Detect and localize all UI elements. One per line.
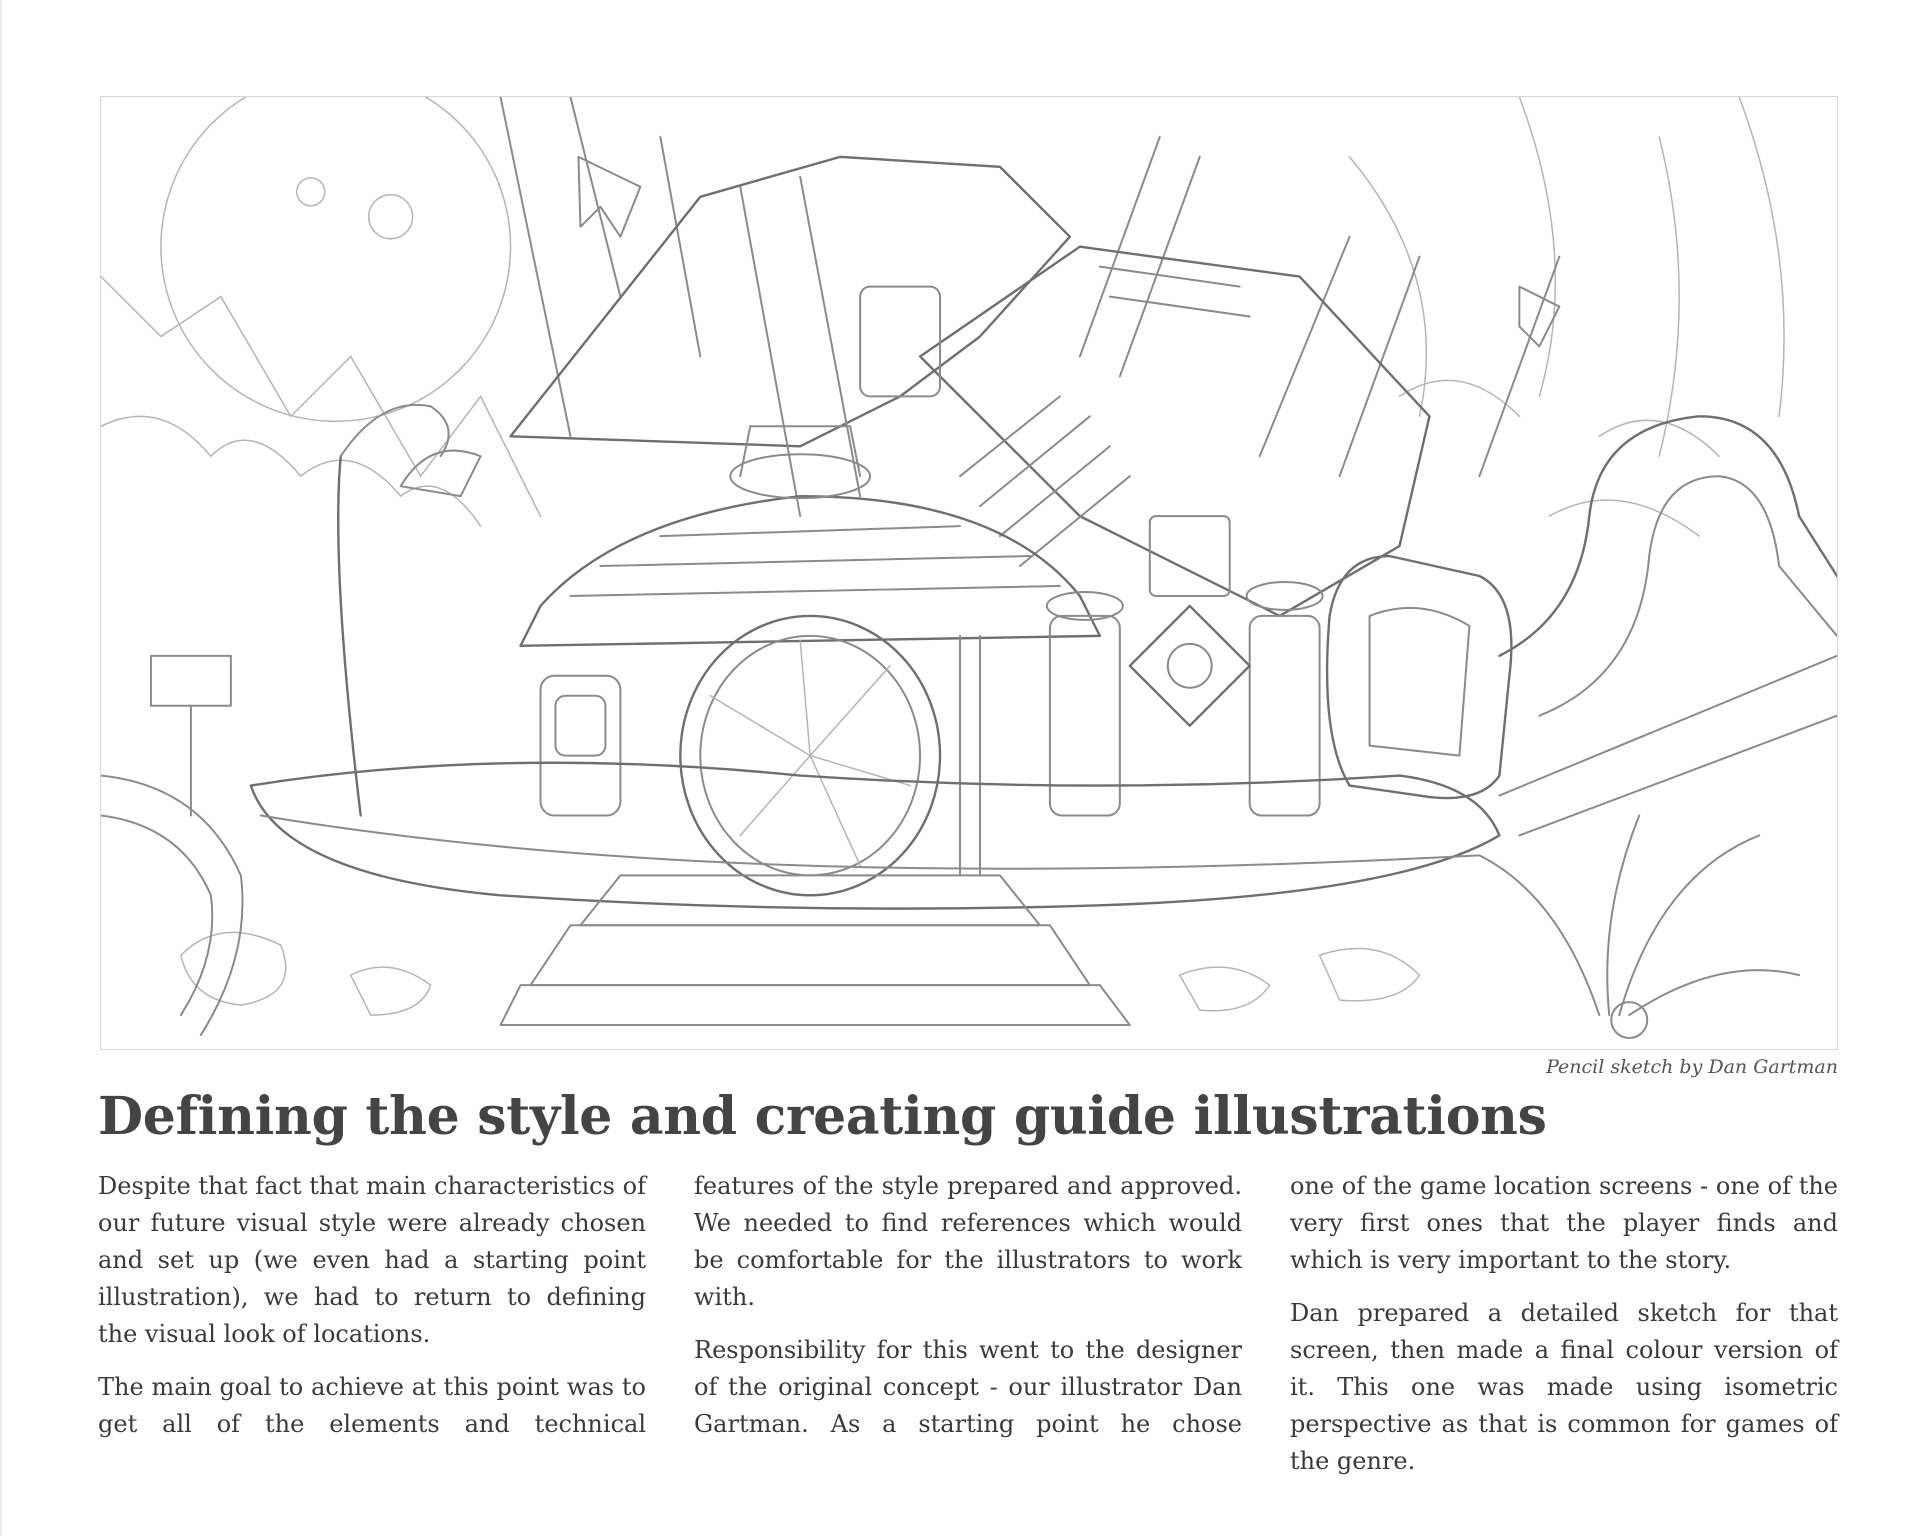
text-column-1: [98, 1168, 646, 1498]
text-column-3: [1290, 1168, 1838, 1498]
text-column-2: [694, 1168, 1242, 1498]
capsule-tank: [1327, 556, 1511, 798]
paragraph: Responsibility for this went to the designer of the original concept - our illustrator Dan Gartman. As a starting point he chose: [694, 1336, 1242, 1438]
pencil-sketch-illustration: [100, 96, 1838, 1050]
lantern-box: [860, 287, 940, 397]
lamp-post: [338, 456, 360, 815]
dome-roof: [521, 496, 1100, 646]
pillar-right: [1250, 616, 1320, 816]
stairs: [531, 925, 1090, 985]
diamond-window: [1130, 606, 1250, 726]
paragraph: Despite that fact that main characteristics of our future visual style were already chosen and set up (we even had a starting point illustration), we had to return to defining the visual look of locations.: [98, 1172, 646, 1348]
article-body: [98, 1168, 1838, 1498]
hull-right: [920, 247, 1429, 616]
hull-left: [511, 157, 1070, 446]
page-edge: [0, 0, 2, 1536]
paragraph: features of the style prepared and approved. We needed to find references which would be comfortable for the illustrators to work with.: [694, 1172, 1242, 1311]
platform: [251, 763, 1500, 909]
paragraph: one of the game location screens - one of the very first ones that the player finds and which is very important to the story.: [1290, 1172, 1838, 1274]
moon: [161, 97, 511, 421]
figure-caption: Pencil sketch by Dan Gartman: [1546, 1056, 1838, 1078]
paragraph: The main goal to achieve at this point was to get all of the elements and technical: [98, 1373, 646, 1438]
sketch-drawing: [101, 97, 1837, 1049]
article-title: Defining the style and creating guide illustrations: [98, 1086, 1547, 1147]
paragraph: Dan prepared a detailed sketch for that screen, then made a final colour version of it. This one was made using isometric perspective as that is common for games of the genre.: [1290, 1299, 1838, 1475]
